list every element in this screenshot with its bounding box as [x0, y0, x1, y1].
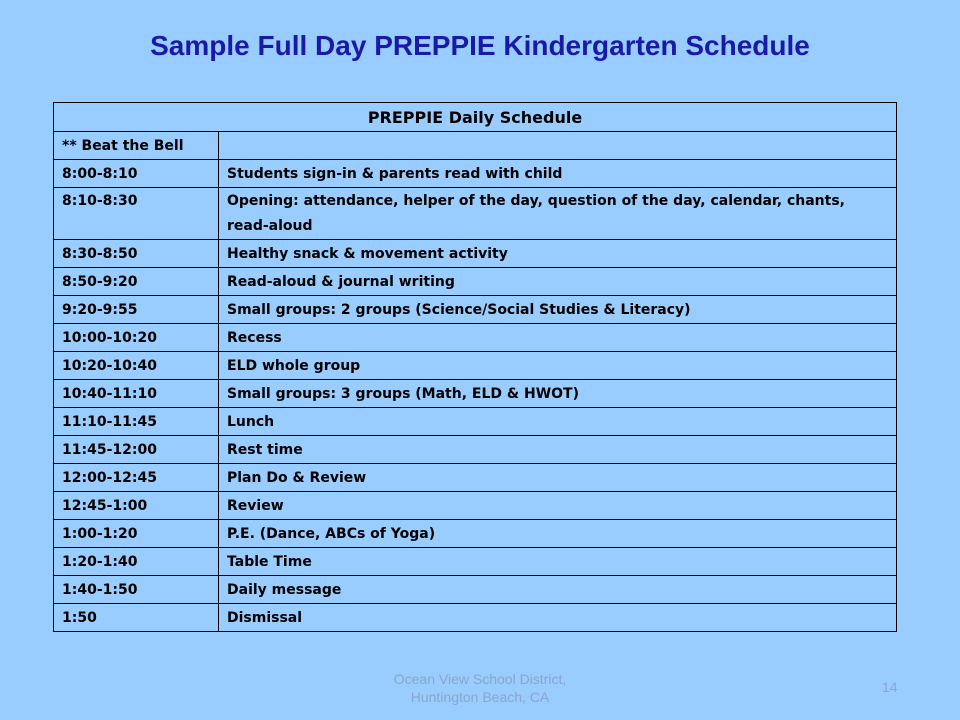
table-header: PREPPIE Daily Schedule: [54, 103, 897, 132]
footer-line-district: Ocean View School District,: [393, 671, 567, 687]
activity-cell: Healthy snack & movement activity: [219, 240, 897, 268]
activity-cell: Plan Do & Review: [219, 464, 897, 492]
activity-cell: Recess: [219, 324, 897, 352]
activity-cell: P.E. (Dance, ABCs of Yoga): [219, 520, 897, 548]
activity-cell: Read-aloud & journal writing: [219, 268, 897, 296]
time-cell: ** Beat the Bell: [54, 132, 219, 160]
time-cell: 1:50: [54, 604, 219, 632]
table-row: [54, 436, 897, 464]
table-row: [54, 464, 897, 492]
table-row: [54, 324, 897, 352]
activity-cell: Small groups: 2 groups (Science/Social Studies & Literacy): [219, 296, 897, 324]
table-row: [54, 408, 897, 436]
page-number: 14: [882, 679, 898, 695]
time-cell: 11:10-11:45: [54, 408, 219, 436]
time-cell: 10:20-10:40: [54, 352, 219, 380]
time-cell: 8:30-8:50: [54, 240, 219, 268]
table-row: [54, 380, 897, 408]
activity-cell: Rest time: [219, 436, 897, 464]
table-row: [54, 296, 897, 324]
activity-cell: [219, 132, 897, 160]
time-cell: 11:45-12:00: [54, 436, 219, 464]
activity-cell: Opening: attendance, helper of the day, question of the day, calendar, chants, read-aloud: [219, 188, 897, 240]
table-row: [54, 160, 897, 188]
footer-line-location: Huntington Beach, CA: [410, 689, 550, 705]
time-cell: 10:40-11:10: [54, 380, 219, 408]
activity-cell: Daily message: [219, 576, 897, 604]
time-cell: 1:40-1:50: [54, 576, 219, 604]
activity-cell: Dismissal: [219, 604, 897, 632]
activity-cell: Table Time: [219, 548, 897, 576]
activity-cell: Small groups: 3 groups (Math, ELD & HWOT): [219, 380, 897, 408]
time-cell: 8:00-8:10: [54, 160, 219, 188]
table-row: [54, 352, 897, 380]
footer-text: [330, 670, 630, 706]
table-row: [54, 268, 897, 296]
table-row: [54, 548, 897, 576]
time-cell: 12:45-1:00: [54, 492, 219, 520]
time-cell: 8:50-9:20: [54, 268, 219, 296]
activity-cell: Lunch: [219, 408, 897, 436]
table-row: [54, 604, 897, 632]
table-row: [54, 240, 897, 268]
time-cell: 9:20-9:55: [54, 296, 219, 324]
table-row: [54, 188, 897, 240]
table-row: [54, 520, 897, 548]
time-cell: 12:00-12:45: [54, 464, 219, 492]
time-cell: 10:00-10:20: [54, 324, 219, 352]
activity-cell: ELD whole group: [219, 352, 897, 380]
time-cell: 1:20-1:40: [54, 548, 219, 576]
time-cell: 8:10-8:30: [54, 188, 219, 240]
activity-cell: Review: [219, 492, 897, 520]
time-cell: 1:00-1:20: [54, 520, 219, 548]
schedule-table: [53, 102, 897, 632]
slide-title: Sample Full Day PREPPIE Kindergarten Schedule: [150, 30, 810, 61]
table-header-row: [54, 103, 897, 132]
activity-cell: Students sign-in & parents read with child: [219, 160, 897, 188]
table-row: [54, 132, 897, 160]
table-row: [54, 492, 897, 520]
table-row: [54, 576, 897, 604]
